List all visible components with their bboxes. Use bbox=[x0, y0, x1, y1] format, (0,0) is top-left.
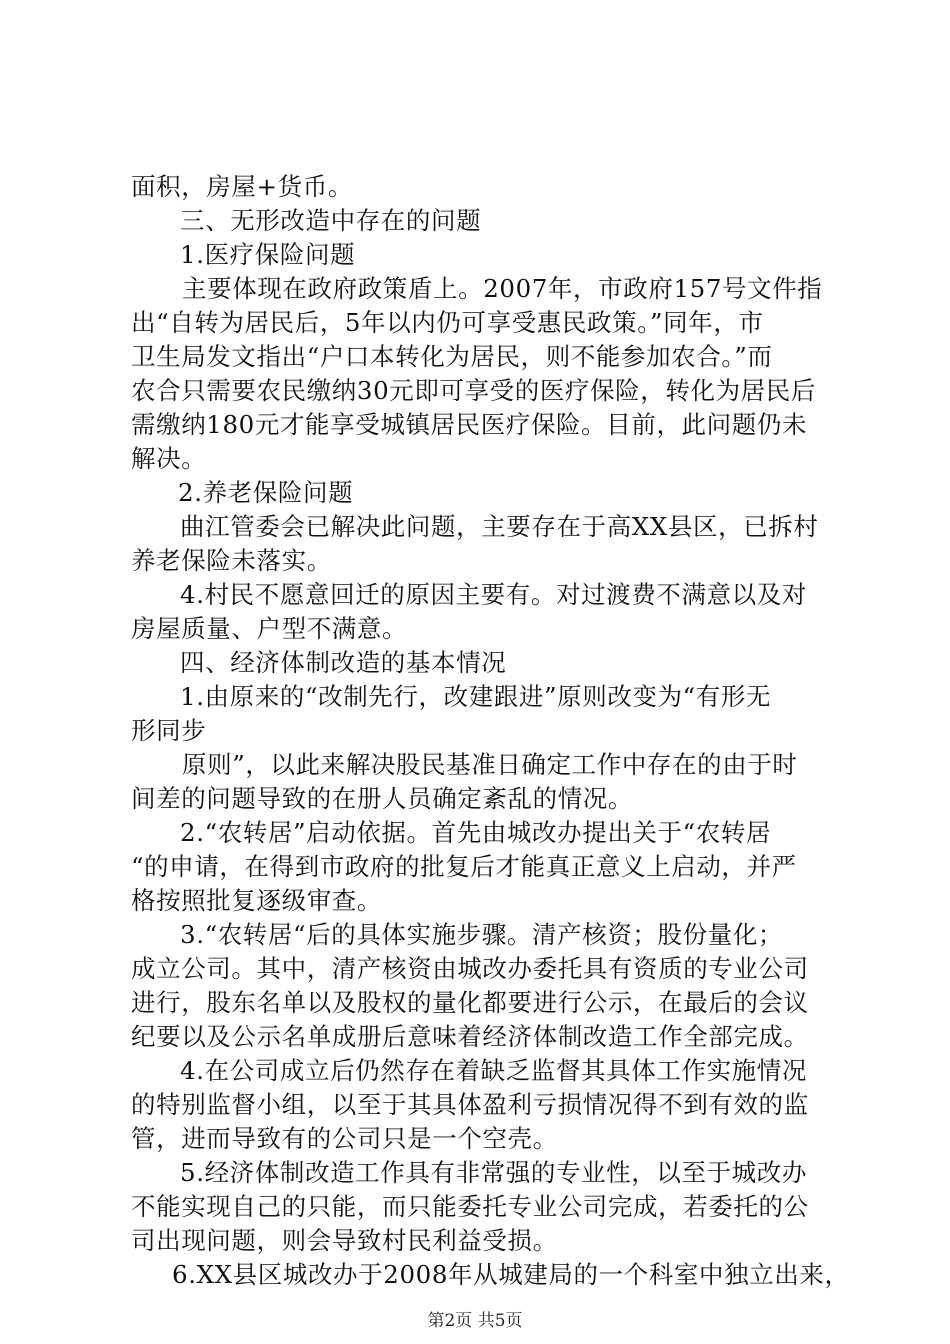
paragraph-line: 管，进而导致有的公司只是一个空壳。 bbox=[131, 1124, 558, 1153]
paragraph-line: 的特别监督小组，以至于其具体盈利亏损情况得不到有效的监 bbox=[131, 1090, 809, 1119]
paragraph-line: 司出现问题，则会导致村民利益受损。 bbox=[131, 1226, 558, 1255]
paragraph-line: 1.由原来的“改制先行，改建跟进”原则改变为“有形无 bbox=[180, 682, 772, 711]
paragraph-line: 间差的问题导致的在册人员确定紊乱的情况。 bbox=[131, 784, 633, 813]
paragraph-line: 纪要以及公示名单成册后意味着经济体制改造工作全部完成。 bbox=[131, 1022, 809, 1051]
paragraph-line: 4.在公司成立后仍然存在着缺乏监督其具体工作实施情况 bbox=[180, 1056, 807, 1085]
paragraph-line: 原则”，以此来解决股民基准日确定工作中存在的由于时 bbox=[182, 750, 798, 779]
paragraph-line: 5.经济体制改造工作具有非常强的专业性，以至于城改办 bbox=[180, 1158, 807, 1187]
paragraph-line: 进行，股东名单以及股权的量化都要进行公示，在最后的会议 bbox=[131, 988, 809, 1017]
paragraph-line: 养老保险未落实。 bbox=[131, 546, 332, 575]
paragraph-line: 主要体现在政府政策盾上。2007年，市政府157号文件指 bbox=[182, 274, 823, 303]
paragraph-line: 卫生局发文指出“户口本转化为居民，则不能参加农合。”而 bbox=[131, 342, 773, 371]
paragraph-line: 成立公司。其中，清产核资由城改办委托具有资质的专业公司 bbox=[131, 954, 809, 983]
paragraph-line: 曲江管委会已解决此问题，主要存在于高XX县区，已拆村 bbox=[180, 512, 819, 541]
paragraph-line: 2.“农转居”启动依据。首先由城改办提出关于“农转居 bbox=[180, 818, 772, 847]
paragraph-line: 解决。 bbox=[131, 444, 207, 473]
paragraph-line: 出“自转为居民后，5年以内仍可享受惠民政策。”同年，市 bbox=[131, 308, 764, 337]
paragraph-line: “的申请，在得到市政府的批复后才能真正意义上启动，并严 bbox=[131, 852, 797, 881]
subsection-heading: 1.医疗保险问题 bbox=[180, 240, 356, 269]
paragraph-line: 不能实现自己的只能，而只能委托专业公司完成，若委托的公 bbox=[131, 1192, 809, 1221]
paragraph-line: 农合只需要农民缴纳30元即可享受的医疗保险，转化为居民后 bbox=[131, 376, 816, 405]
paragraph-line: 6.XX县区城改办于2008年从城建局的一个科室中独立出来， bbox=[172, 1260, 850, 1289]
text-line: 面积，房屋+货币。 bbox=[131, 172, 353, 201]
subsection-heading: 2.养老保险问题 bbox=[178, 478, 354, 507]
section-heading: 四、经济体制改造的基本情况 bbox=[180, 648, 507, 677]
paragraph-line: 房屋质量、户型不满意。 bbox=[131, 614, 408, 643]
section-heading: 三、无形改造中存在的问题 bbox=[180, 206, 482, 235]
paragraph-line: 需缴纳180元才能享受城镇居民医疗保险。目前，此问题仍未 bbox=[131, 410, 808, 439]
paragraph-line: 格按照批复逐级审查。 bbox=[131, 886, 382, 915]
paragraph-line: 3.“农转居“后的具体实施步骤。清产核资；股份量化； bbox=[180, 920, 784, 949]
paragraph-line: 4.村民不愿意回迁的原因主要有。对过渡费不满意以及对 bbox=[180, 580, 807, 609]
paragraph-line: 形同步 bbox=[131, 716, 207, 745]
page-number-footer: 第2页 共5页 bbox=[427, 1311, 523, 1331]
